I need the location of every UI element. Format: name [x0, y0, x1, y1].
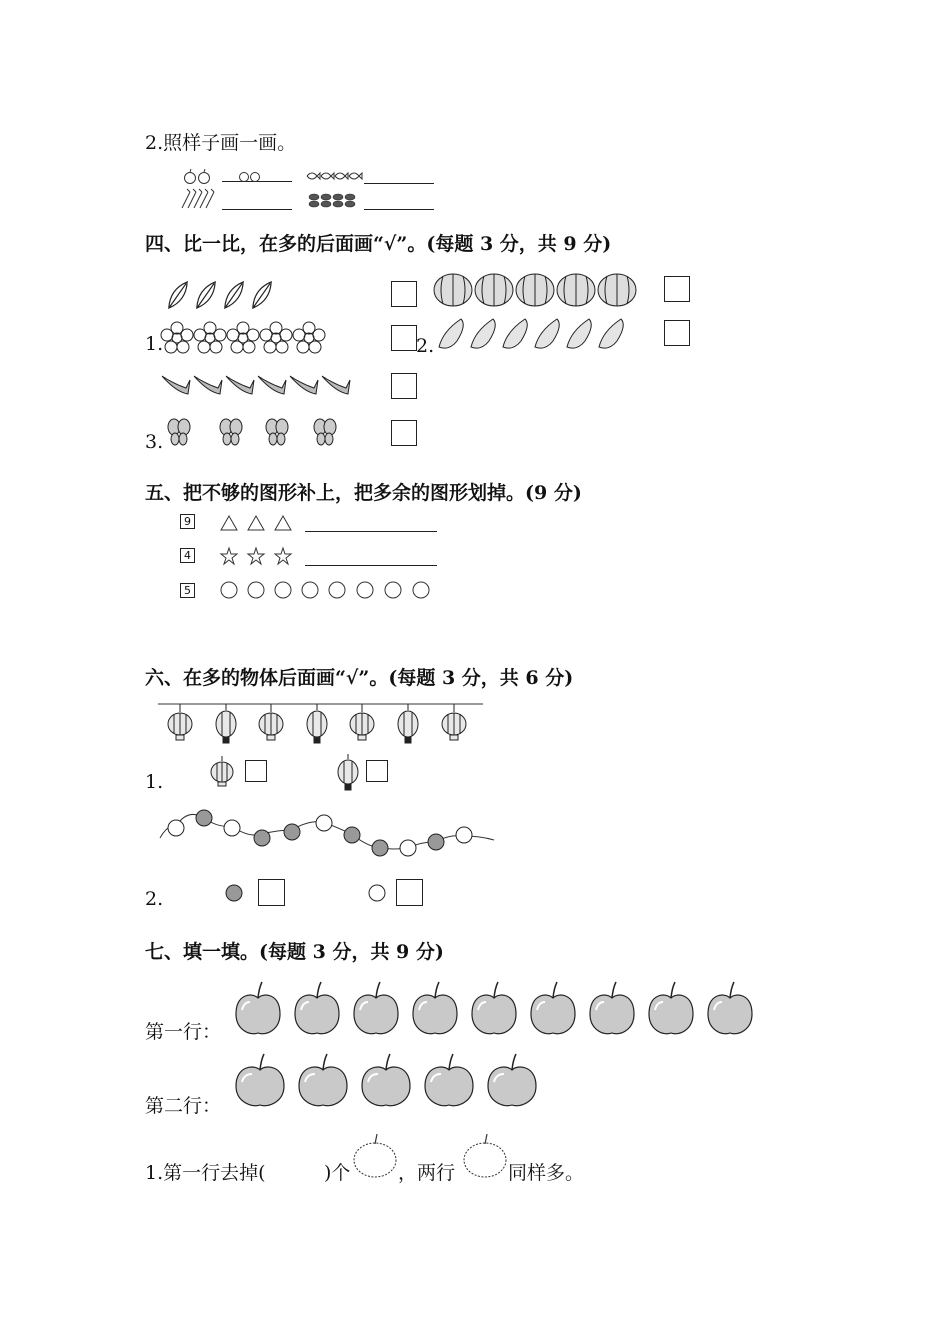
q3-label: 3.	[145, 431, 164, 453]
bead-string-icon	[158, 808, 498, 858]
apple-icon	[708, 982, 752, 1034]
pumpkin-icon	[433, 270, 643, 308]
apple-icon	[590, 982, 634, 1034]
draw-line[interactable]	[364, 183, 434, 184]
apple-icon	[354, 982, 398, 1034]
swallow-icon	[160, 370, 350, 404]
apple-row-1	[232, 980, 762, 1040]
q1-label: 1.	[145, 333, 164, 355]
section-6-title: 六、在多的物体后面画“√”。(每题 3 分，共 6 分)	[145, 667, 574, 689]
answer-box[interactable]	[258, 879, 285, 906]
apple-icon	[425, 1054, 473, 1106]
answer-box[interactable]	[664, 320, 690, 346]
triangle-icon	[220, 514, 300, 532]
answer-box[interactable]	[391, 420, 417, 446]
number-card: 5	[180, 583, 195, 598]
apple-icon	[488, 1054, 536, 1106]
apple-icon	[472, 982, 516, 1034]
answer-box[interactable]	[391, 373, 417, 399]
apple-icon	[531, 982, 575, 1034]
circle-icon	[218, 580, 438, 600]
section-title-draw: 2.照样子画一画。	[145, 132, 297, 154]
apple-icon	[352, 1132, 398, 1178]
carrot-icon	[180, 188, 220, 210]
q2-label: 2.	[416, 335, 435, 357]
section-5-title: 五、把不够的图形补上，把多余的图形划掉。(9 分)	[145, 482, 582, 504]
flower-icon	[160, 321, 330, 355]
fill-question-part4: 同样多。	[508, 1162, 585, 1184]
answer-box[interactable]	[245, 760, 267, 782]
fill-blank[interactable]	[280, 1158, 324, 1182]
leaf-icon	[162, 275, 282, 315]
answer-box[interactable]	[366, 760, 388, 782]
apple-icon	[413, 982, 457, 1034]
answer-line[interactable]	[305, 531, 437, 532]
answer-box[interactable]	[391, 281, 417, 307]
draw-line[interactable]	[222, 209, 292, 210]
apple-icon	[236, 1054, 284, 1106]
round-lantern-icon	[208, 754, 238, 788]
fish-pile-icon	[308, 192, 358, 208]
apple-icon	[362, 1054, 410, 1106]
butterfly-icon	[165, 414, 355, 450]
q1-label: 1.	[145, 771, 164, 793]
apple-icon	[649, 982, 693, 1034]
draw-line[interactable]	[364, 209, 434, 210]
answer-box[interactable]	[664, 276, 690, 302]
fill-question-part3: ，两行	[398, 1162, 456, 1184]
q2-label: 2.	[145, 888, 164, 910]
shaded-bead-icon	[223, 882, 245, 904]
tall-lantern-icon	[336, 752, 362, 790]
row1-label: 第一行：	[145, 1021, 222, 1043]
answer-line[interactable]	[305, 565, 437, 566]
answer-box[interactable]	[391, 325, 417, 351]
white-bead-icon	[366, 882, 388, 904]
section-7-title: 七、填一填。(每题 3 分，共 9 分)	[145, 941, 444, 963]
apple-icon	[295, 982, 339, 1034]
section-4-title: 四、比一比，在多的后面画“√”。(每题 3 分，共 9 分)	[145, 233, 612, 255]
fish-icon	[305, 168, 365, 184]
row2-label: 第二行：	[145, 1095, 222, 1117]
apple-icon	[236, 982, 280, 1034]
apple-icon	[299, 1054, 347, 1106]
number-card: 9	[180, 514, 195, 529]
answer-box[interactable]	[396, 879, 423, 906]
fill-question-part2: )个	[324, 1162, 351, 1184]
small-circle-icon	[238, 170, 268, 184]
apple-icon	[462, 1132, 508, 1178]
star-icon	[220, 547, 300, 565]
eggplant-icon	[435, 315, 635, 353]
number-card: 4	[180, 548, 195, 563]
small-apple-icon	[182, 168, 222, 188]
lantern-icon	[158, 700, 488, 744]
fill-question-part1: 1.第一行去掉(	[145, 1162, 266, 1184]
apple-row-2	[232, 1052, 552, 1112]
